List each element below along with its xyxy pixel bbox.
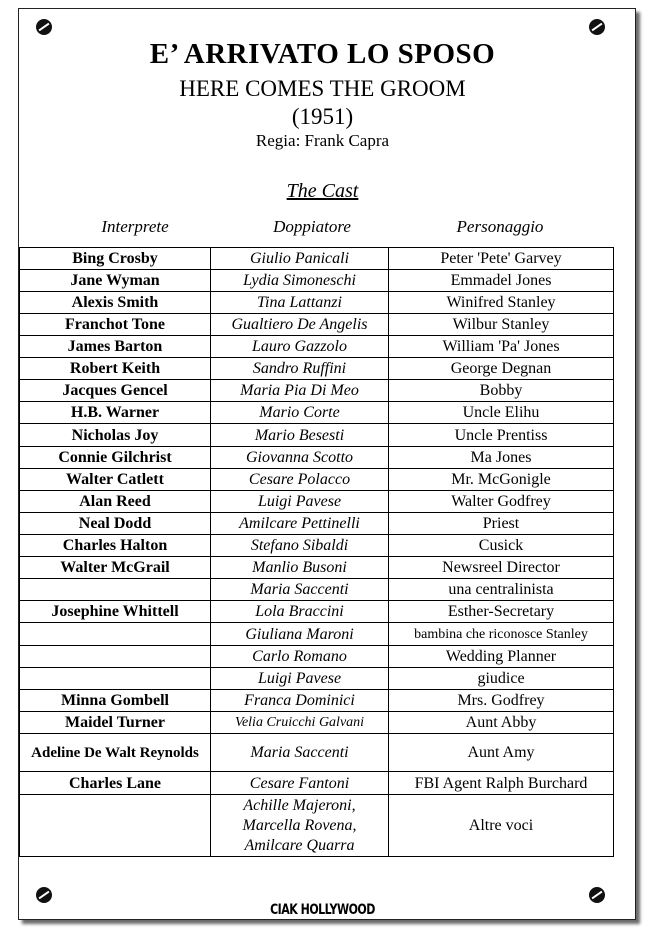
- role-cell: Aunt Amy: [389, 734, 614, 772]
- dubber-cell: Carlo Romano: [211, 646, 389, 668]
- table-row: [20, 447, 614, 469]
- table-row: [20, 469, 614, 491]
- dubber-cell: Giovanna Scotto: [211, 447, 389, 469]
- role-cell: Priest: [389, 513, 614, 535]
- role-cell: Peter 'Pete' Garvey: [389, 248, 614, 270]
- role-cell: Uncle Elihu: [389, 402, 614, 424]
- role-cell: giudice: [389, 668, 614, 690]
- dubber-cell: Maria Saccenti: [211, 579, 389, 601]
- table-row: [20, 314, 614, 336]
- role-cell: Wedding Planner: [389, 646, 614, 668]
- actor-cell: Adeline De Walt Reynolds: [20, 734, 211, 772]
- table-row: [20, 795, 614, 857]
- role-cell: Bobby: [389, 380, 614, 402]
- table-row: [20, 690, 614, 712]
- dubber-cell: Luigi Pavese: [211, 668, 389, 690]
- table-row: [20, 336, 614, 358]
- dubber-cell: Mario Corte: [211, 402, 389, 424]
- actor-cell: H.B. Warner: [20, 402, 211, 424]
- table-row: [20, 579, 614, 601]
- dubber-cell: Amilcare Pettinelli: [211, 513, 389, 535]
- actor-cell: Minna Gombell: [20, 690, 211, 712]
- dubber-cell: Lola Braccini: [211, 601, 389, 623]
- table-row: [20, 668, 614, 690]
- table-row: [20, 380, 614, 402]
- table-row: [20, 491, 614, 513]
- dubber-cell: Maria Pia Di Meo: [211, 380, 389, 402]
- dubber-cell: Cesare Polacco: [211, 469, 389, 491]
- table-row: [20, 535, 614, 557]
- actor-cell: [20, 795, 211, 857]
- table-row: [20, 557, 614, 579]
- role-cell: Aunt Abby: [389, 712, 614, 734]
- dubber-cell: Manlio Busoni: [211, 557, 389, 579]
- actor-cell: Neal Dodd: [20, 513, 211, 535]
- cast-heading: The Cast: [286, 180, 359, 202]
- dubber-cell: Cesare Fantoni: [211, 772, 389, 795]
- italian-title: E’ ARRIVATO LO SPOSO: [149, 38, 496, 70]
- role-cell: una centralinista: [389, 579, 614, 601]
- actor-cell: [20, 623, 211, 646]
- director: Regia: Frank Capra: [255, 131, 390, 150]
- actor-cell: [20, 646, 211, 668]
- actor-cell: Josephine Whittell: [20, 601, 211, 623]
- actor-cell: Nicholas Joy: [20, 424, 211, 447]
- dubber-cell: Stefano Sibaldi: [211, 535, 389, 557]
- table-row: [20, 358, 614, 380]
- dubber-cell: Giuliana Maroni: [211, 623, 389, 646]
- actor-cell: Jane Wyman: [20, 270, 211, 292]
- table-row: [20, 402, 614, 424]
- cast-table: [19, 247, 614, 857]
- table-row: [20, 601, 614, 623]
- actor-cell: [20, 579, 211, 601]
- screw-icon-top-right: [589, 19, 605, 35]
- role-cell: Winifred Stanley: [389, 292, 614, 314]
- role-cell: Walter Godfrey: [389, 491, 614, 513]
- actor-cell: Maidel Turner: [20, 712, 211, 734]
- release-year: (1951): [291, 104, 354, 129]
- actor-cell: Walter McGrail: [20, 557, 211, 579]
- dubber-cell: Giulio Panicali: [211, 248, 389, 270]
- dubber-cell: Lauro Gazzolo: [211, 336, 389, 358]
- actor-cell: Charles Halton: [20, 535, 211, 557]
- role-cell: William 'Pa' Jones: [389, 336, 614, 358]
- actor-cell: Jacques Gencel: [20, 380, 211, 402]
- role-cell: Emmadel Jones: [389, 270, 614, 292]
- column-header-actor: Interprete: [101, 217, 169, 236]
- role-cell: Ma Jones: [389, 447, 614, 469]
- role-cell: George Degnan: [389, 358, 614, 380]
- role-cell: Newsreel Director: [389, 557, 614, 579]
- actor-cell: Alexis Smith: [20, 292, 211, 314]
- role-cell: Cusick: [389, 535, 614, 557]
- dubber-cell: Velia Cruicchi Galvani: [211, 712, 389, 734]
- role-cell: Uncle Prentiss: [389, 424, 614, 447]
- role-cell: Mr. McGonigle: [389, 469, 614, 491]
- english-title: HERE COMES THE GROOM: [179, 76, 466, 101]
- dubber-cell: Luigi Pavese: [211, 491, 389, 513]
- table-row: [20, 292, 614, 314]
- dubber-cell: Achille Majeroni, Marcella Rovena, Amilcare Quarra: [211, 795, 389, 857]
- column-header-dubber: Doppiatore: [273, 217, 351, 236]
- actor-cell: Bing Crosby: [20, 248, 211, 270]
- screw-icon-top-left: [36, 19, 52, 35]
- column-header-role: Personaggio: [456, 217, 544, 236]
- actor-cell: Robert Keith: [20, 358, 211, 380]
- ciak-hollywood-logo: CIAK HOLLYWOOD: [270, 901, 375, 918]
- dubber-cell: Gualtiero De Angelis: [211, 314, 389, 336]
- actor-cell: Franchot Tone: [20, 314, 211, 336]
- actor-cell: Alan Reed: [20, 491, 211, 513]
- role-cell: FBI Agent Ralph Burchard: [389, 772, 614, 795]
- actor-cell: Charles Lane: [20, 772, 211, 795]
- table-row: [20, 772, 614, 795]
- role-cell: Esther-Secretary: [389, 601, 614, 623]
- actor-cell: James Barton: [20, 336, 211, 358]
- dubber-cell: Tina Lattanzi: [211, 292, 389, 314]
- table-row: [20, 646, 614, 668]
- role-cell: bambina che riconosce Stanley: [389, 623, 614, 646]
- table-row: [20, 248, 614, 270]
- role-cell: Altre voci: [389, 795, 614, 857]
- table-row: [20, 270, 614, 292]
- role-cell: Mrs. Godfrey: [389, 690, 614, 712]
- table-row: [20, 712, 614, 734]
- table-row: [20, 623, 614, 646]
- dubber-cell: Sandro Ruffini: [211, 358, 389, 380]
- table-row: [20, 513, 614, 535]
- actor-cell: [20, 668, 211, 690]
- dubber-cell: Maria Saccenti: [211, 734, 389, 772]
- table-row: [20, 424, 614, 447]
- actor-cell: Connie Gilchrist: [20, 447, 211, 469]
- dubber-cell: Mario Besesti: [211, 424, 389, 447]
- table-row: [20, 734, 614, 772]
- actor-cell: Walter Catlett: [20, 469, 211, 491]
- dubber-cell: Franca Dominici: [211, 690, 389, 712]
- role-cell: Wilbur Stanley: [389, 314, 614, 336]
- dubber-cell: Lydia Simoneschi: [211, 270, 389, 292]
